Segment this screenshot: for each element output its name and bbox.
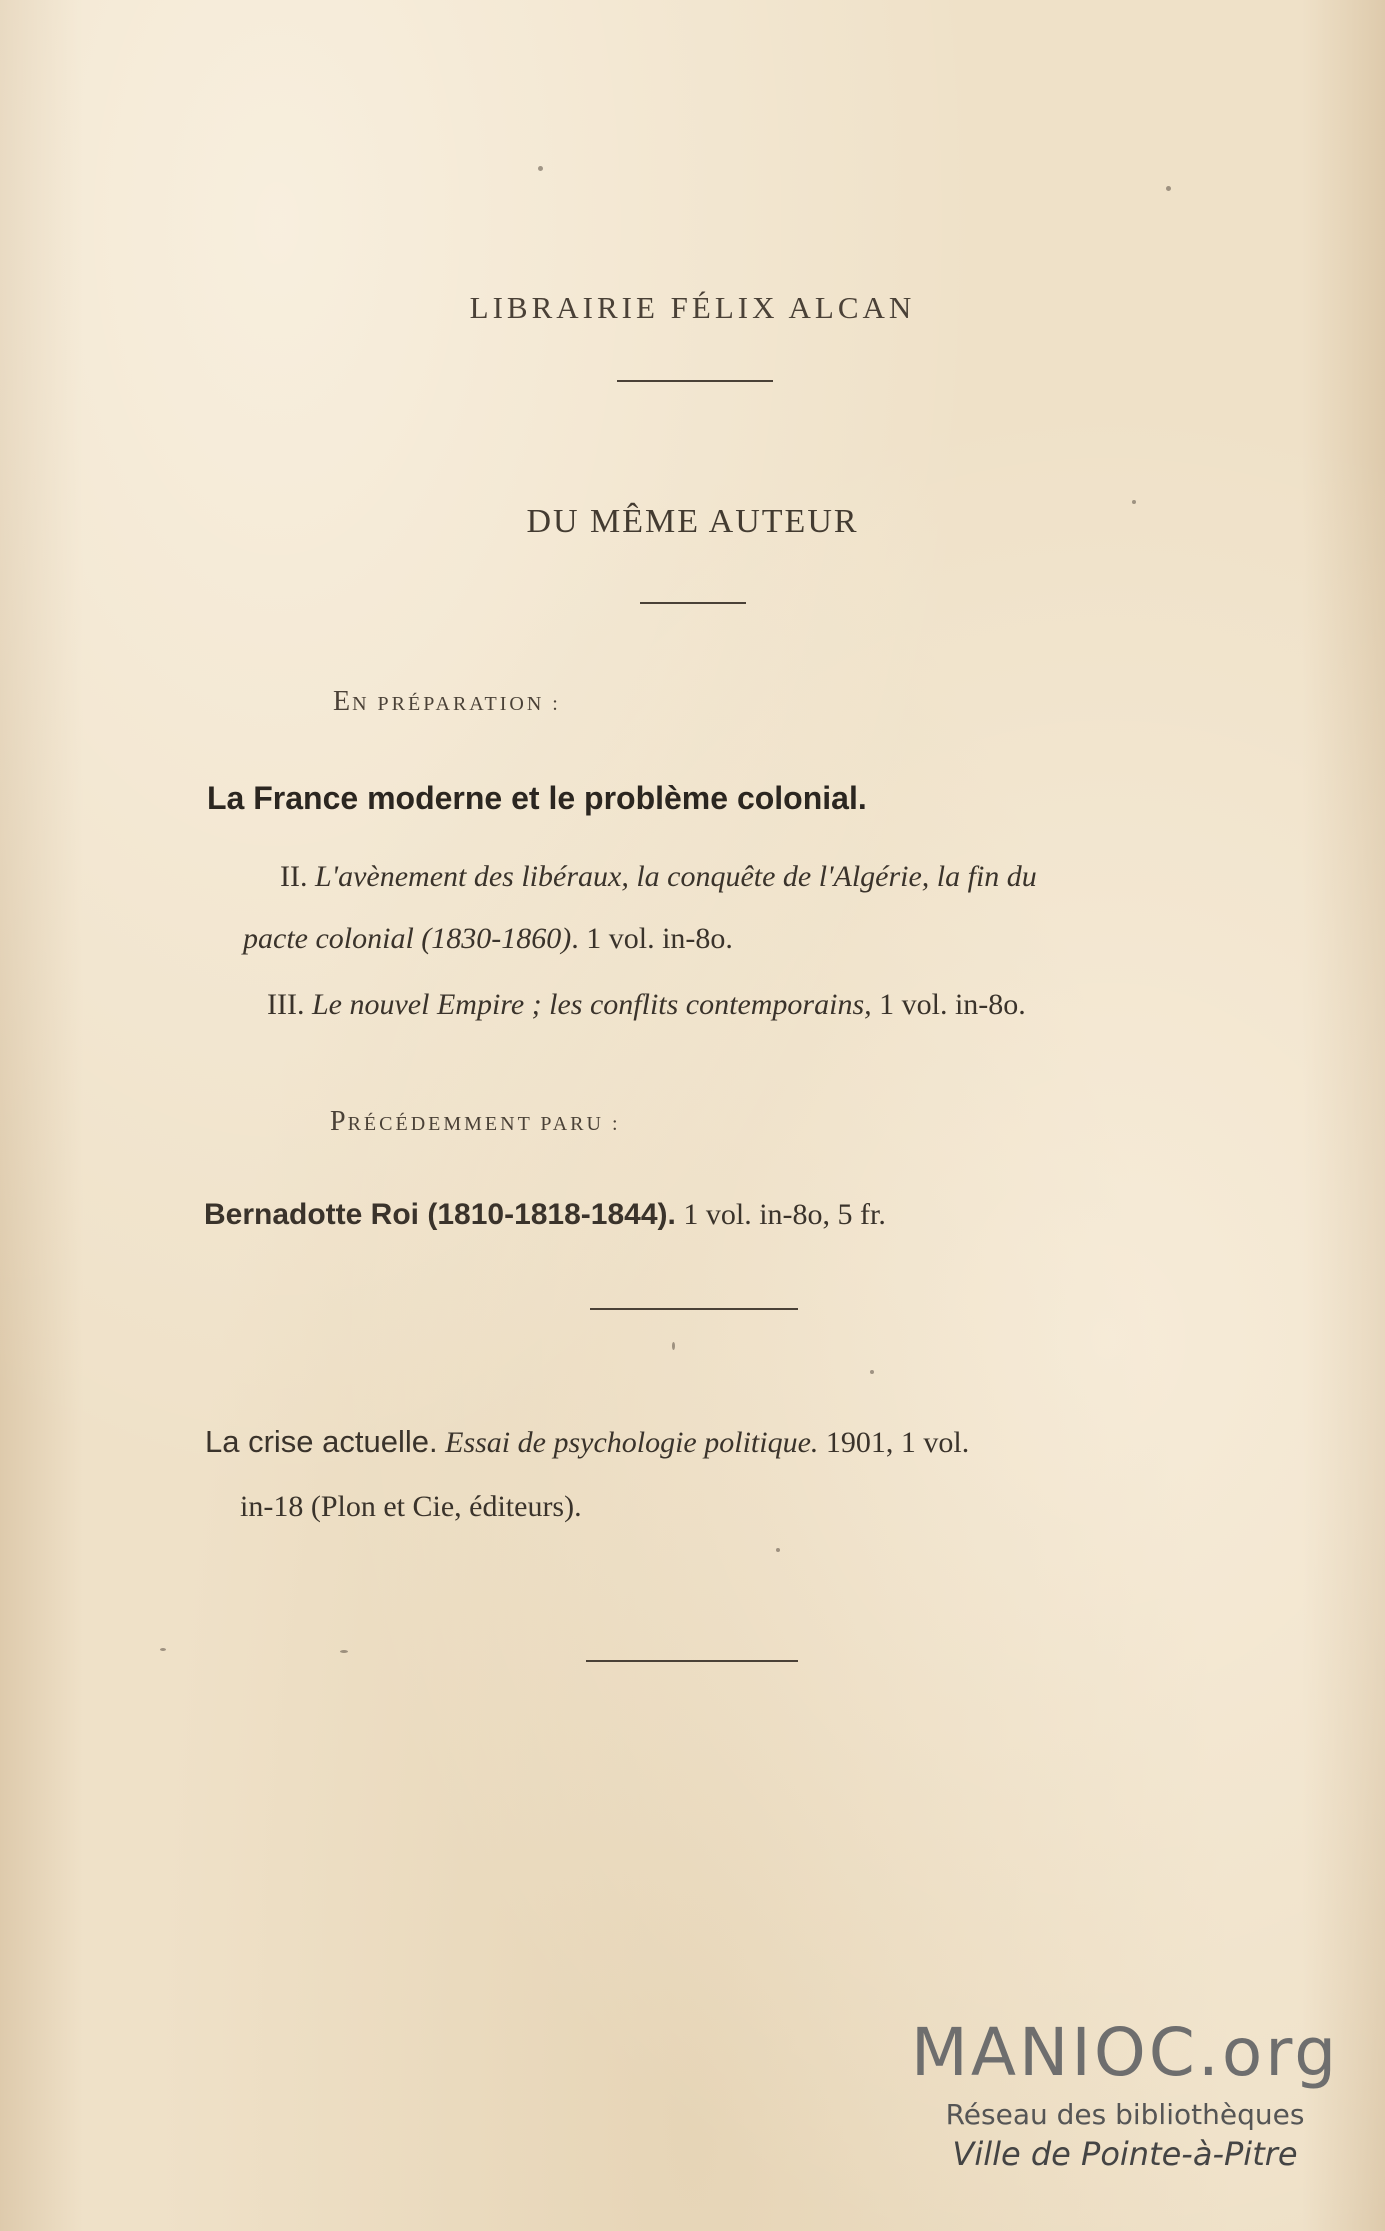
previously-published-label: PRÉCÉDEMMENT PARU :	[330, 1106, 621, 1137]
bernadotte-entry	[204, 1198, 886, 1232]
crise-actuelle-line1	[205, 1424, 969, 1460]
volume-ii-italic-part2: pacte colonial (1830-1860)	[243, 922, 572, 955]
paper-speck	[538, 166, 543, 171]
paper-speck	[1166, 186, 1171, 191]
crise-actuelle-subtitle: Essai de psychologie politique.	[437, 1426, 819, 1459]
in-preparation-label: EN PRÉPARATION :	[333, 686, 561, 717]
volume-ii-trailing: . 1 vol. in-8o.	[571, 922, 733, 955]
section-rule-middle	[590, 1308, 798, 1310]
manioc-logo	[905, 2014, 1345, 2173]
volume-ii-line2	[243, 922, 733, 956]
manioc-city-label: Ville de Pointe-à-Pitre	[952, 2135, 1298, 2173]
author-heading-rule	[640, 602, 746, 604]
volume-ii-italic-part1: L'avènement des libéraux, la conquête de l'Algérie, la fin du	[314, 860, 1037, 893]
volume-ii-line1	[280, 860, 1037, 894]
section-rule-bottom	[586, 1660, 798, 1662]
paper-speck	[672, 1342, 675, 1350]
volume-ii-numeral: II.	[280, 860, 308, 893]
author-heading: DU MÊME AUTEUR	[526, 503, 859, 540]
publisher-name: LIBRAIRIE FÉLIX ALCAN	[469, 290, 916, 325]
manioc-logo-mark: MANIOC.org	[910, 2014, 1340, 2091]
paper-speck	[776, 1548, 780, 1552]
crise-actuelle-trailing: 1901, 1 vol.	[818, 1426, 970, 1459]
paper-speck	[160, 1648, 166, 1651]
book-title-bernadotte: Bernadotte Roi (1810-1818-1844).	[204, 1198, 676, 1231]
paper-speck	[870, 1370, 874, 1374]
volume-iii-line	[267, 988, 1026, 1022]
paper-speck	[1132, 500, 1136, 504]
manioc-network-label: Réseau des bibliothèques	[945, 2098, 1305, 2131]
volume-iii-trailing: 1 vol. in-8o.	[871, 988, 1026, 1021]
crise-actuelle-line2: in-18 (Plon et Cie, éditeurs).	[240, 1490, 582, 1523]
paper-speck	[340, 1650, 348, 1653]
book-title-crise-actuelle: La crise actuelle.	[205, 1424, 438, 1459]
volume-iii-italic: Le nouvel Empire ; les conflits contemporains,	[311, 988, 872, 1021]
book-title-france-moderne: La France moderne et le problème colonial.	[207, 780, 867, 816]
bernadotte-trailing: 1 vol. in-8o, 5 fr.	[675, 1198, 886, 1231]
header-rule	[617, 380, 773, 382]
volume-iii-numeral: III.	[267, 988, 305, 1021]
